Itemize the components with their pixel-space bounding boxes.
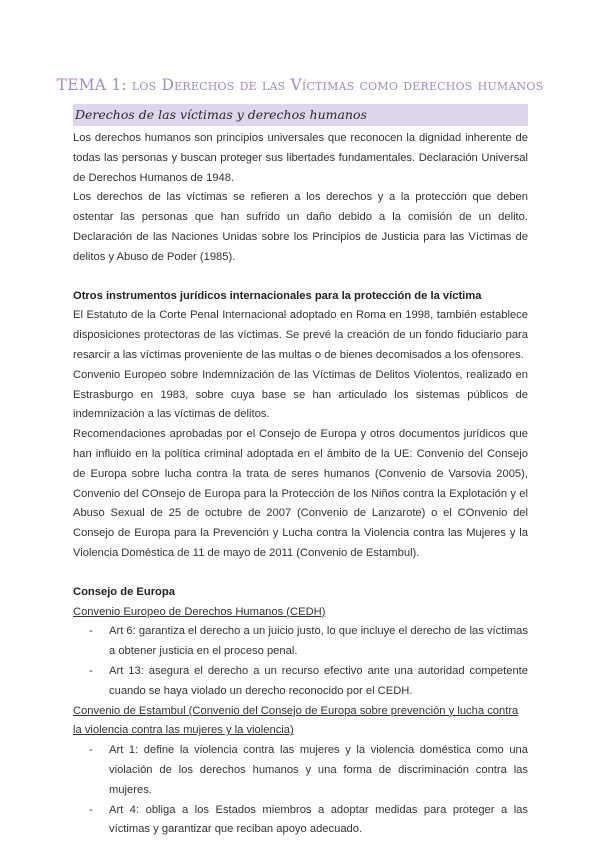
list-item: - Art 1: define la violencia contra las mujeres y la violencia doméstica como una violación de los derechos humanos y una forma de discriminación contra las mujeres.: [73, 741, 528, 800]
estambul-subheading: Convenio de Estambul (Convenio del Consejo de Europa sobre prevención y lucha contra la violencia contra las mujeres y la violencia): [73, 704, 519, 737]
estambul-list: [73, 741, 528, 840]
bullet-dash: -: [89, 664, 93, 677]
bullet-dash: -: [89, 625, 93, 638]
document-body: [73, 104, 528, 840]
bullet-dash: -: [89, 744, 93, 757]
list-item: - Art 4: obliga a los Estados miembros a adoptar medidas para proteger a las víctimas y garantizar que reciban apoyo adecuado.: [73, 801, 528, 841]
bullet-dash: -: [89, 803, 93, 816]
page-title: TEMA 1: los Derechos de las Víctimas como derechos humanos: [56, 76, 544, 94]
section-heading-band: Derechos de las víctimas y derechos humanos: [73, 104, 528, 126]
list-item: - Art 13: asegura el derecho a un recurso efectivo ante una autoridad competente cuando se haya violado un derecho reconocido por el CEDH.: [73, 662, 528, 702]
instruments-paragraph: Convenio Europeo sobre Indemnización de las Víctimas de Delitos Violentos, realizado en Estrasburgo en 1983, sobre cuya base se han articulado los sistemas públicos de indemnización a las víctimas de delitos.: [73, 368, 528, 421]
consejo-heading: Consejo de Europa: [73, 585, 175, 598]
instruments-paragraph: Recomendaciones aprobadas por el Consejo de Europa y otros documentos jurídicos que han influido en la política criminal adoptada en el ámbito de la UE: Convenio del Consejo de Europa sobre lucha contra la trata de seres humanos (Convenio de Varsovia 2005), Convenio del COnsejo de Europa para la Protección de los Niños contra la Explotación y el Abuso Sexual de 25 de octubre de 2007 (Convenio de Lanzarote) o el COnvenio del Consejo de Europa para la Prevención y Lucha contra la Violencia contra las Mujeres y la Violencia Doméstica de 11 de mayo de 2011 (Convenio de Estambul).: [73, 428, 528, 559]
instruments-paragraph: El Estatuto de la Corte Penal Internacional adoptado en Roma en 1998, también establece disposiciones protectoras de las víctimas. Se prevé la creación de un fondo fiduciario para resarcir a las víctimas proveniente de las multas o de bienes decomisados a los ofensores.: [73, 309, 528, 361]
instruments-heading: Otros instrumentos jurídicos internacionales para la protección de la víctima: [73, 289, 482, 302]
list-item: - Art 6: garantiza el derecho a un juicio justo, lo que incluye el derecho de las víctimas a obtener justicia en el proceso penal.: [73, 622, 528, 662]
cedh-subheading: Convenio Europeo de Derechos Humanos (CEDH): [73, 605, 326, 618]
intro-paragraph: Los derechos humanos son principios universales que reconocen la dignidad inherente de todas las personas y buscan proteger sus libertades fundamentales. Declaración Universal de Derechos Humanos de 1948.: [73, 132, 528, 184]
cedh-list: [73, 622, 528, 701]
intro-paragraph: Los derechos de las víctimas se refieren a los derechos y a la protección que deben ostentar las personas que han sufrido un daño debido a la comisión de un delito. Declaración de las Naciones Unidas sobre los Principios de Justicia para las Víctimas de delitos y Abuso de Poder (1985).: [73, 191, 528, 263]
